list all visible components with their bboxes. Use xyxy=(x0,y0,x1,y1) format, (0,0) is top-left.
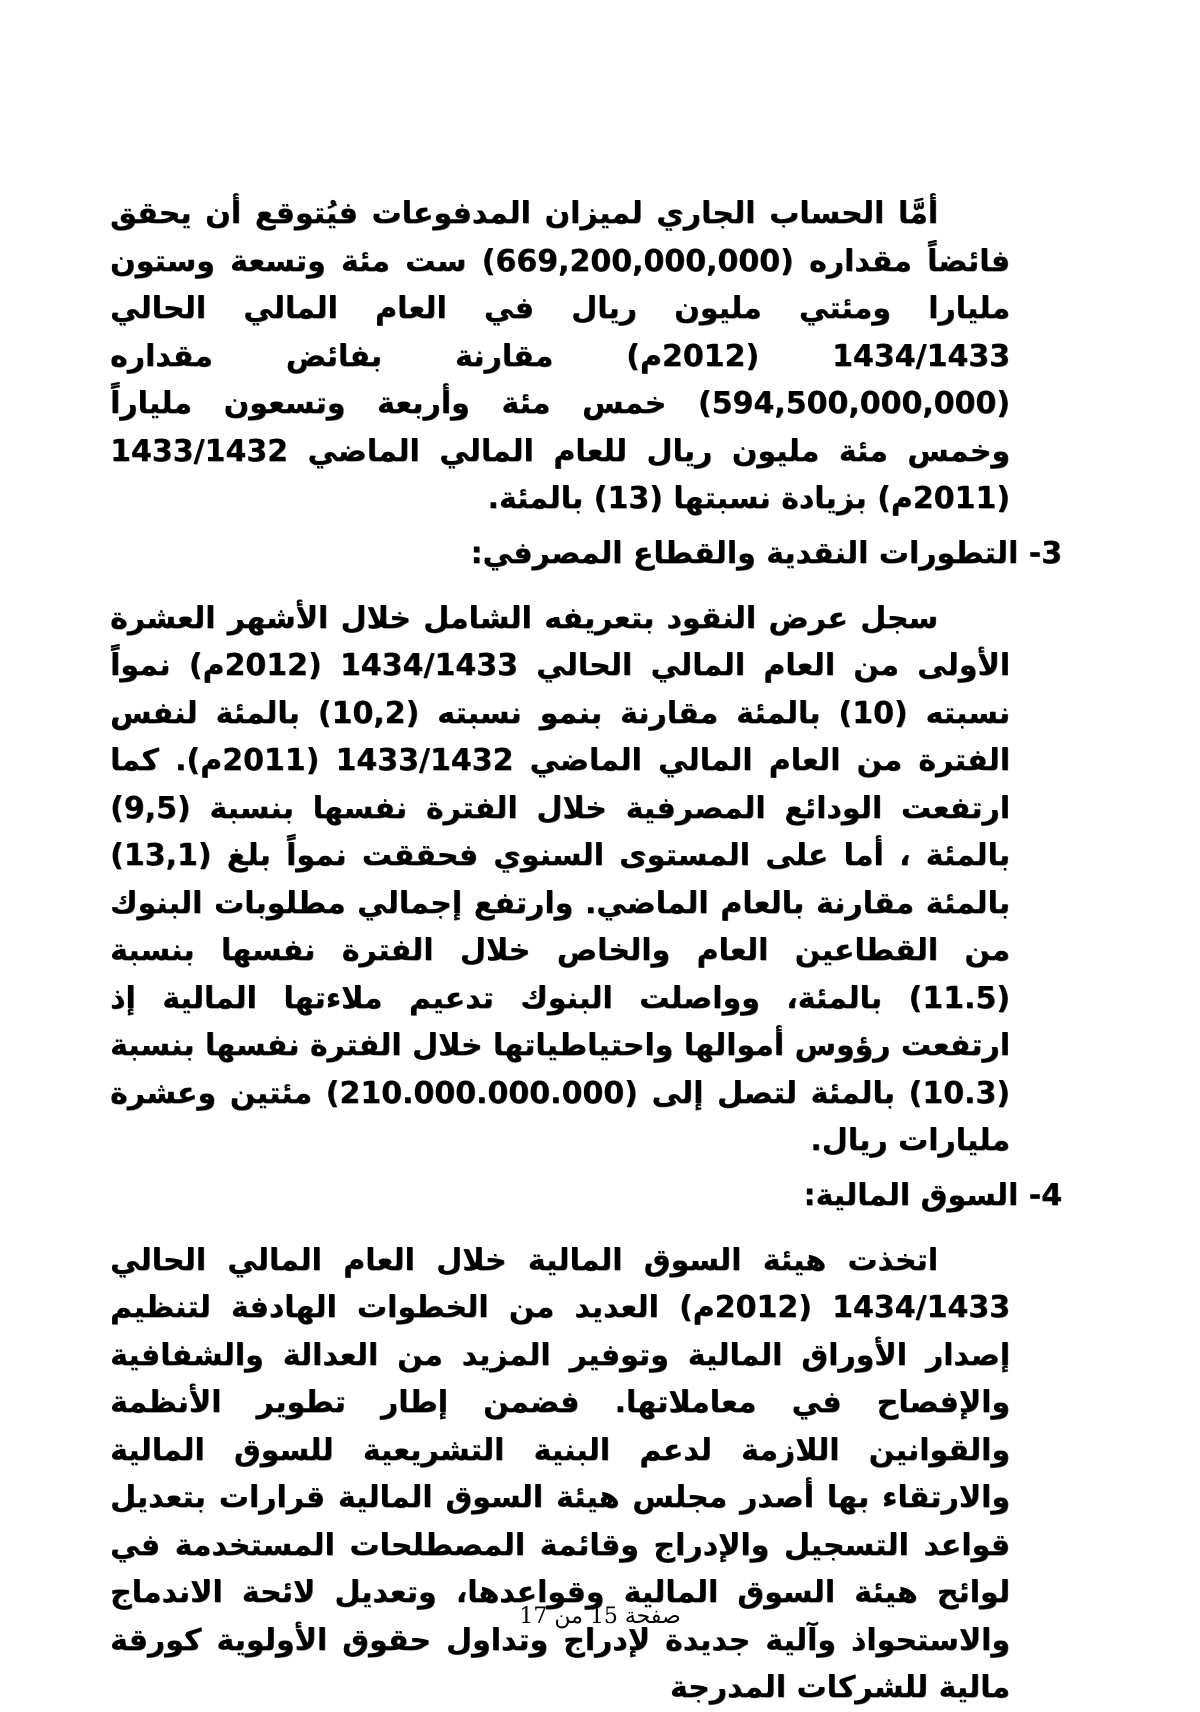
current-account-paragraph: أمَّا الحساب الجاري لميزان المدفوعات فيُتوقع أن يحقق فائضاً مقداره (669,200,000,000) ست مئة وتسعة وستون مليارا ومئتي مليون ريال في العام المالي الحالي 1434/1433 (2012م) مقارنة بفائض مقداره (594,500,000,000) خمس مئة وأربعة وتسعون ملياراً وخمس مئة مليون ريال للعام المالي الماضي 1433/1432 (2011م) بزيادة نسبتها (13) بالمئة. xyxy=(110,196,1011,516)
document-body xyxy=(110,190,1062,1712)
monetary-banking-paragraph: سجل عرض النقود بتعريفه الشامل خلال الأشهر العشرة الأولى من العام المالي الحالي 1434/1433 (2012م) نمواً نسبته (10) بالمئة مقارنة بنمو نسبته (10,2) بالمئة لنفس الفترة من العام المالي الماضي 1433/1432 (2011م). كما ارتفعت الودائع المصرفية خلال الفترة نفسها بنسبة (9,5) بالمئة ، أما على المستوى السنوي فحققت نمواً بلغ (13,1) بالمئة مقارنة بالعام الماضي. وارتفع إجمالي مطلوبات البنوك من القطاعين العام والخاص خلال الفترة نفسها بنسبة (11.5) بالمئة، وواصلت البنوك تدعيم ملاءتها المالية إذ ارتفعت رؤوس أموالها واحتياطياتها خلال الفترة نفسها بنسبة (10.3) بالمئة لتصل إلى (210.000.000.000) مئتين وعشرة مليارات ريال. xyxy=(110,600,1010,1158)
section-4-heading: 4- السوق المالية: xyxy=(803,1177,1062,1213)
section-3-heading: 3- التطورات النقدية والقطاع المصرفي: xyxy=(470,535,1062,571)
page-number: صفحة 15 من 17 xyxy=(519,1604,681,1629)
financial-market-paragraph: اتخذت هيئة السوق المالية خلال العام المالي الحالي 1434/1433 (2012م) العديد من الخطوات الهادفة لتنظيم إصدار الأوراق المالية وتوفير المزيد من العدالة والشفافية والإفصاح في معاملاتها. فضمن إطار تطوير الأنظمة والقوانين اللازمة لدعم البنية التشريعية للسوق المالية والارتقاء بها أصدر مجلس هيئة السوق المالية قرارات بتعديل قواعد التسجيل والإدراج وقائمة المصطلحات المستخدمة في لوائح هيئة السوق المالية وقواعدها، وتعديل لائحة الاندماج والاستحواذ وآلية جديدة لإدراج وتداول حقوق الأولوية كورقة مالية للشركات المدرجة xyxy=(110,1242,1010,1705)
